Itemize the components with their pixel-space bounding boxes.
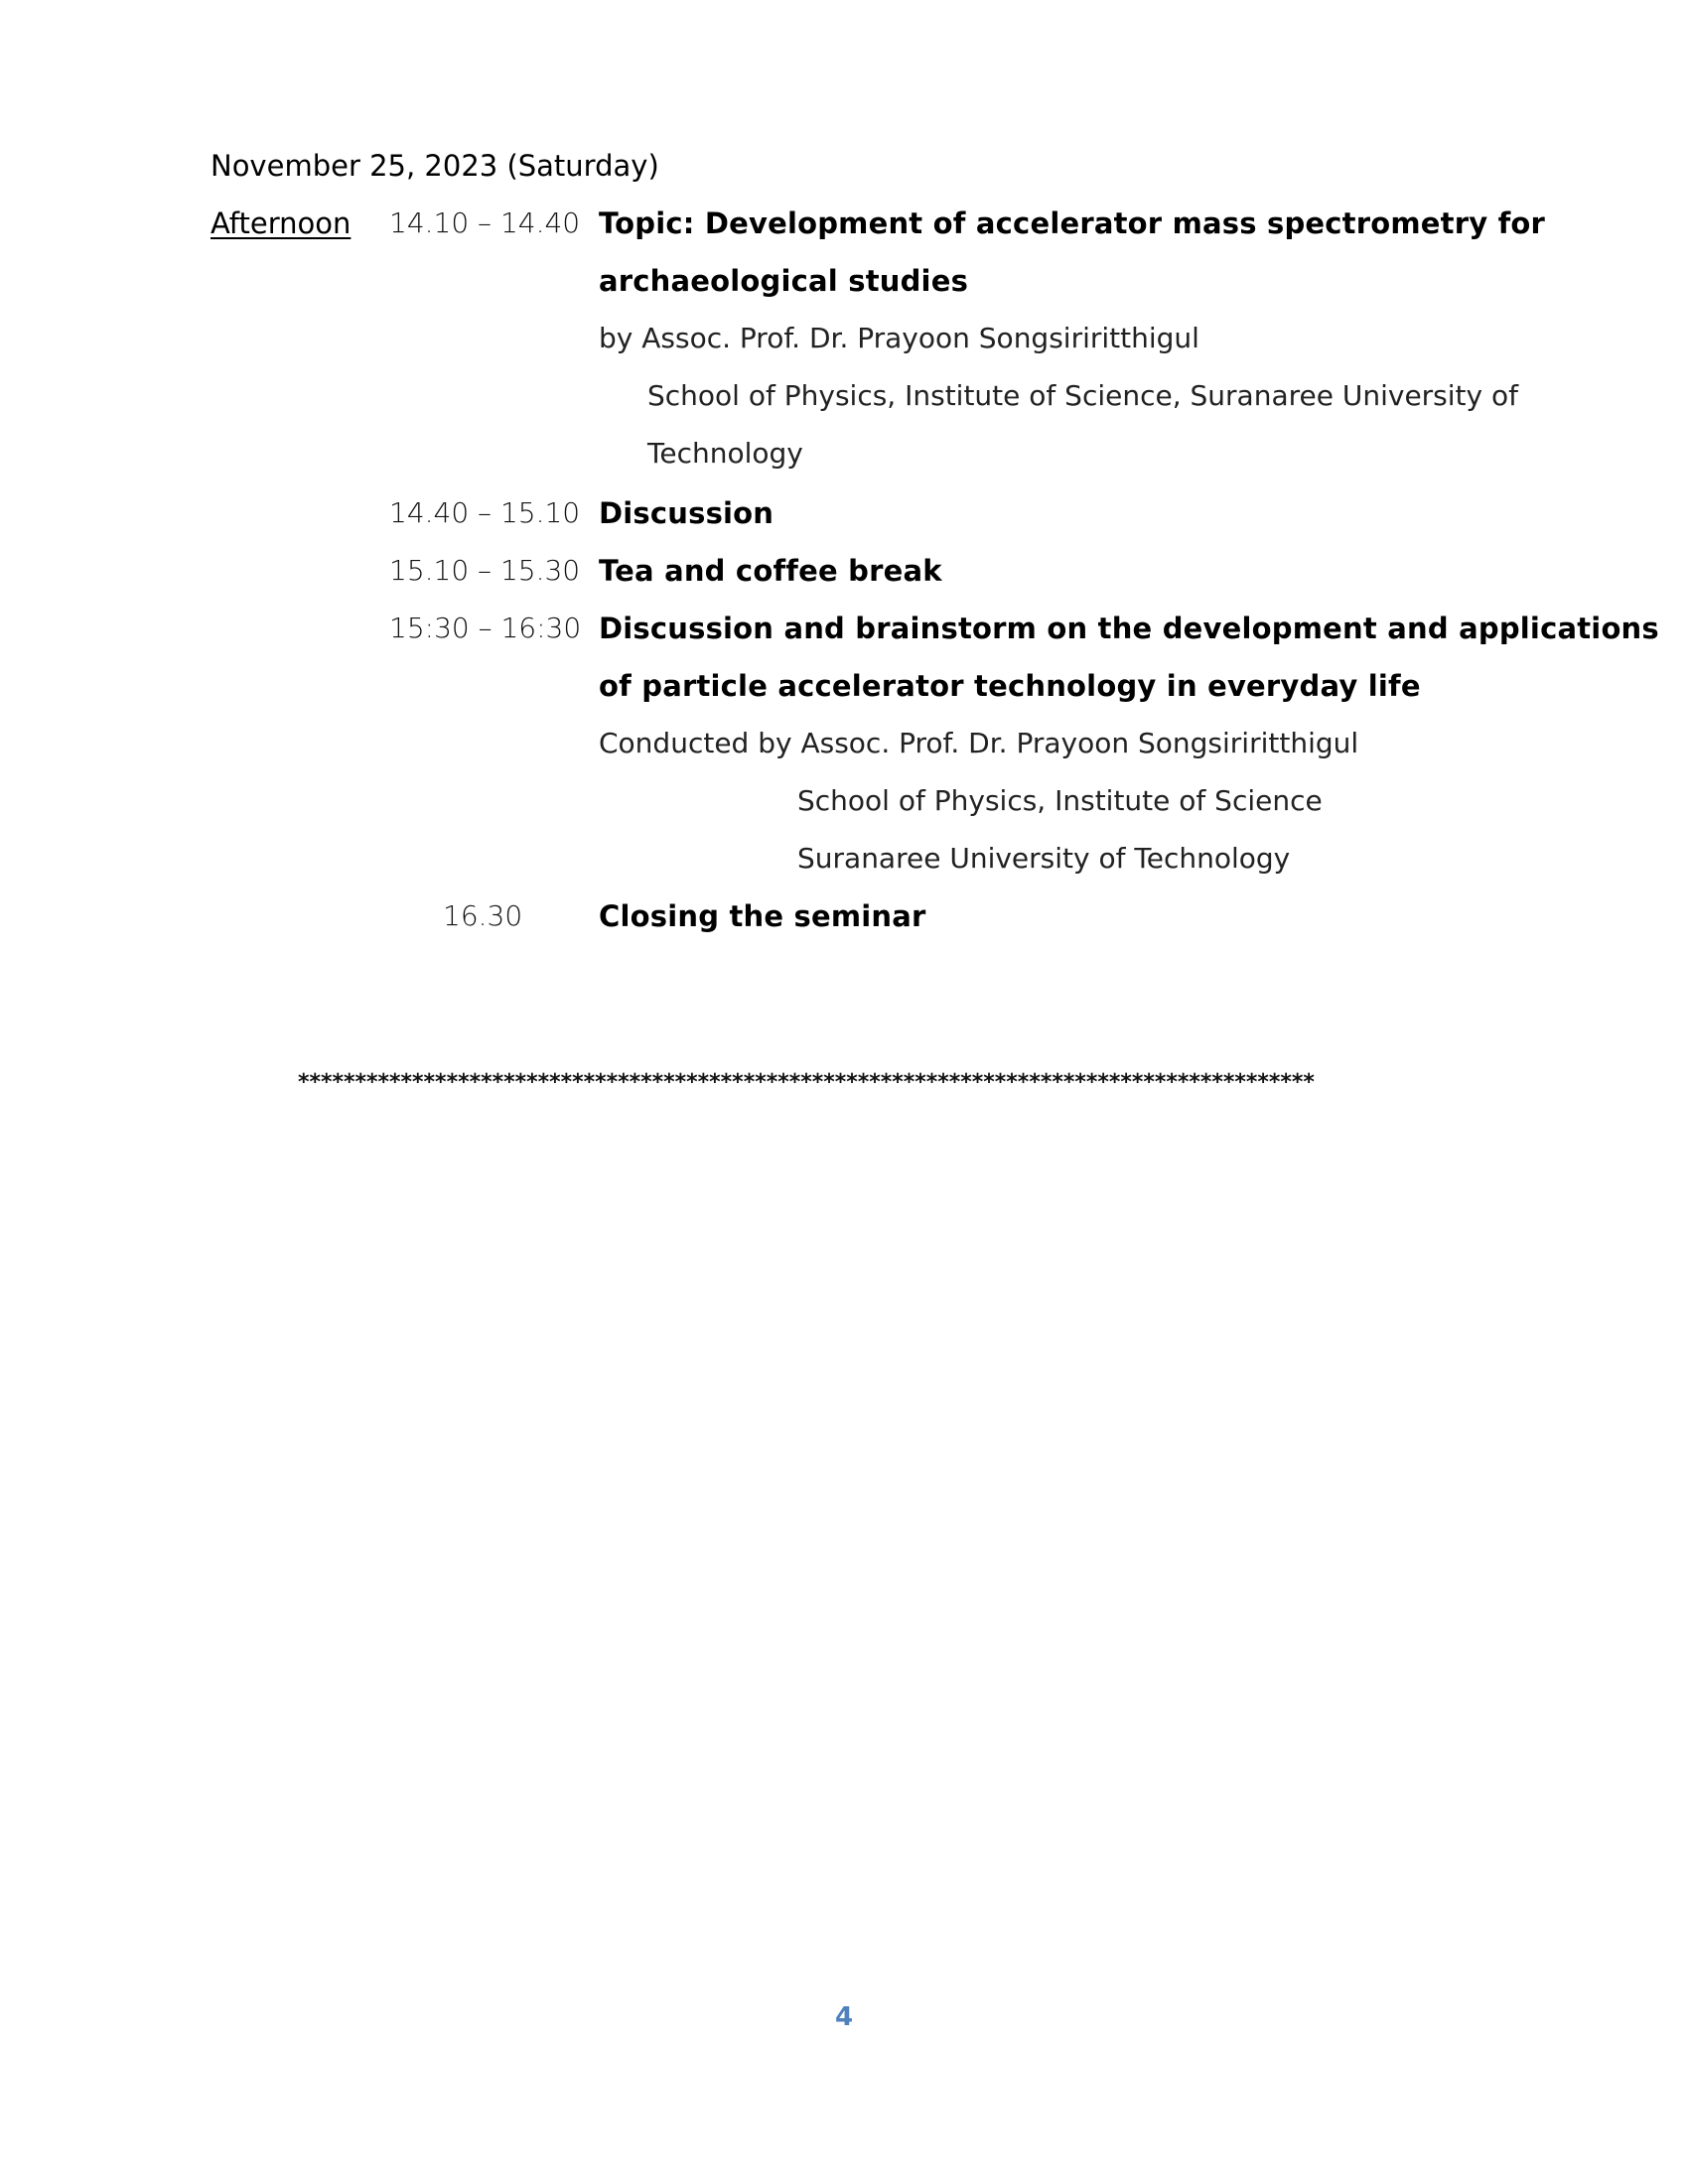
- item-time: 14.10 – 14.40: [389, 206, 581, 239]
- item-title-line: archaeological studies: [599, 264, 969, 298]
- date-heading: November 25, 2023 (Saturday): [211, 149, 659, 183]
- item-time: 15:30 – 16:30: [389, 612, 582, 644]
- speaker-line: by Assoc. Prof. Dr. Prayoon Songsiriritthigul: [599, 322, 1199, 354]
- affiliation-line: Technology: [647, 437, 803, 470]
- item-time: 15.10 – 15.30: [389, 554, 581, 587]
- separator-line: *****************************************************************************************: [298, 1070, 1315, 1095]
- affiliation-line: Suranaree University of Technology: [797, 842, 1291, 875]
- item-time: 16.30: [443, 899, 523, 932]
- item-time: 14.40 – 15.10: [389, 496, 581, 529]
- item-title: Discussion: [599, 496, 774, 530]
- page-number: 4: [834, 2002, 854, 2032]
- period-label: Afternoon: [211, 206, 352, 240]
- item-title-line: Topic: Development of accelerator mass spectrometry for: [599, 206, 1546, 240]
- item-title: Closing the seminar: [599, 899, 926, 933]
- speaker-line: Conducted by Assoc. Prof. Dr. Prayoon Songsiriritthigul: [599, 727, 1359, 759]
- affiliation-line: School of Physics, Institute of Science, Suranaree University of: [647, 379, 1518, 412]
- item-title: Tea and coffee break: [599, 554, 942, 588]
- item-title-line: of particle accelerator technology in everyday life: [599, 669, 1421, 703]
- item-title-line: Discussion and brainstorm on the development and applications: [599, 612, 1659, 645]
- affiliation-line: School of Physics, Institute of Science: [797, 784, 1323, 817]
